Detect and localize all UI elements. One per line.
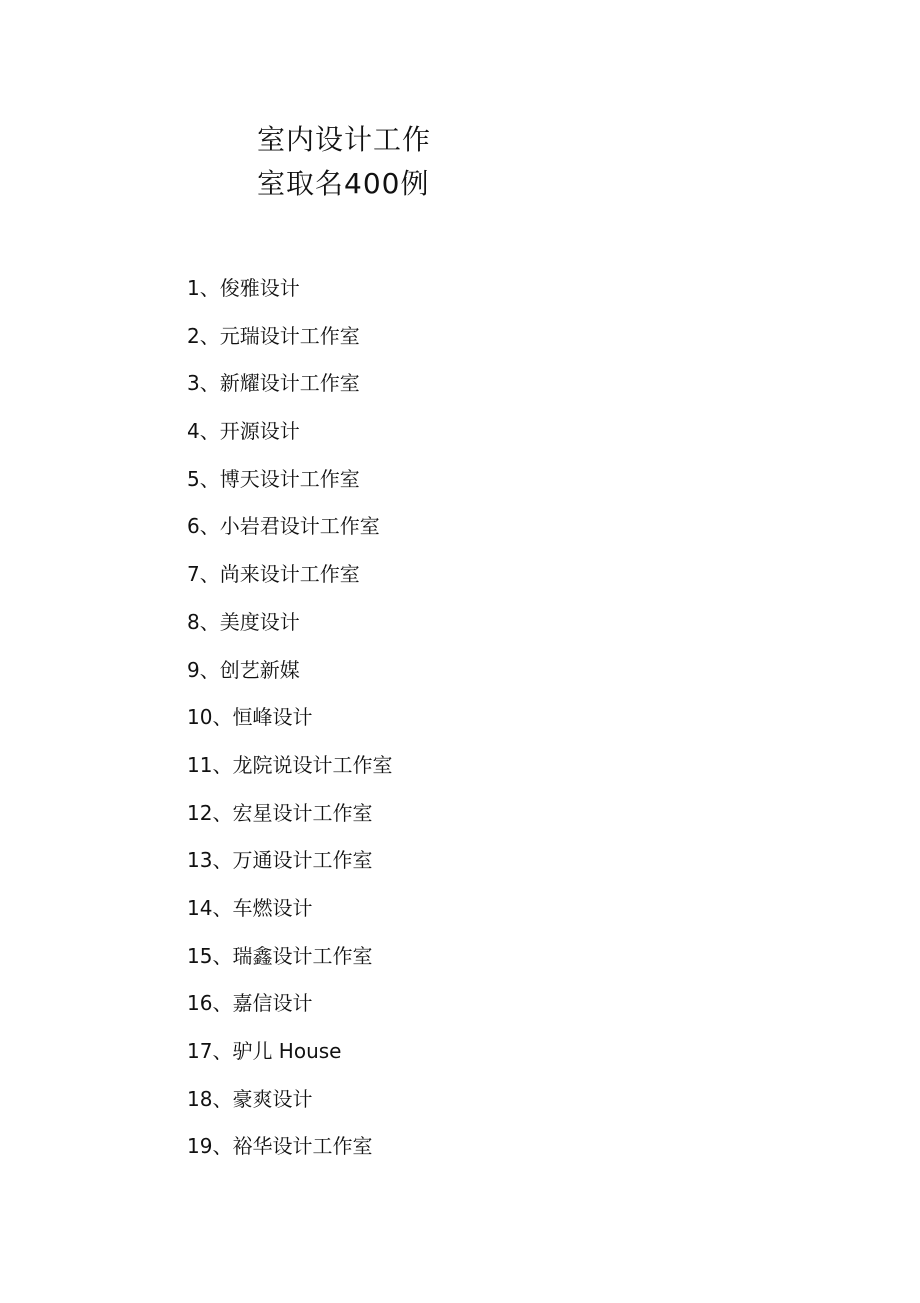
title-line-1: 室内设计工作	[257, 123, 432, 156]
list-item: 7、尚来设计工作室	[187, 562, 360, 587]
list-item: 6、小岩君设计工作室	[187, 514, 380, 539]
list-item: 12、宏星设计工作室	[187, 800, 373, 825]
studio-name-list	[187, 270, 392, 1176]
list-item: 15、瑞鑫设计工作室	[187, 943, 373, 968]
list-item: 4、开源设计	[187, 419, 300, 444]
list-item: 19、裕华设计工作室	[187, 1134, 373, 1159]
title-line-2: 室取名400例	[257, 167, 430, 200]
page-title	[257, 118, 577, 206]
list-item: 16、嘉信设计	[187, 991, 313, 1016]
list-item: 9、创艺新媒	[187, 657, 300, 682]
list-item: 8、美度设计	[187, 609, 300, 634]
list-item: 14、车燃设计	[187, 895, 313, 920]
list-item: 5、博天设计工作室	[187, 466, 360, 491]
list-item: 3、新耀设计工作室	[187, 371, 360, 396]
list-item: 17、驴儿 House	[187, 1039, 342, 1063]
list-item: 11、龙院说设计工作室	[187, 752, 393, 777]
list-item: 18、豪爽设计	[187, 1086, 313, 1111]
list-item: 1、俊雅设计	[187, 276, 300, 300]
list-item: 2、元瑞设计工作室	[187, 323, 360, 348]
list-item: 13、万通设计工作室	[187, 848, 373, 873]
list-item: 10、恒峰设计	[187, 705, 313, 730]
